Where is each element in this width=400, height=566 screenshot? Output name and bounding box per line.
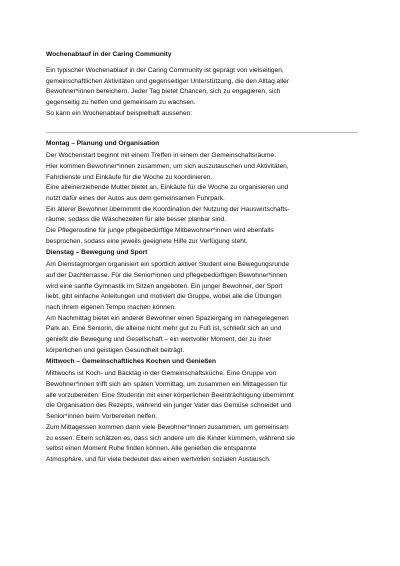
- body-line: Zum Mittagessen kommen dann viele Bewohner*innen zusammen, um gemeinsam: [46, 423, 289, 431]
- intro-line: So kann ein Wochenablauf beispielhaft aussehen:: [46, 109, 193, 117]
- body-line: Ein älterer Bewohner übernimmt die Koordination der Nutzung der Hauswirtschafts-: [46, 205, 290, 213]
- body-line: Mittwochs ist Koch- und Backtag in der Gemeinschaftsküche. Eine Gruppe von: [46, 370, 277, 378]
- intro-line: Bewohner*innen bereichern. Jeder Tag bietet Chancen, sich zu engagieren, sich: [46, 88, 281, 96]
- body-line: körperlichen und geistigen Gesundheit beiträgt.: [46, 346, 185, 354]
- intro-line: gemeinschaftlichen Aktivitäten und gegenseitiger Unterstützung, die den Alltag aller: [46, 77, 290, 85]
- section-heading-wednesday: Mittwoch – Gemeinschaftliches Kochen und Genießen: [46, 357, 217, 365]
- intro-line: gegenseitig zu helfen und gemeinsam zu wachsen.: [46, 99, 196, 107]
- section-divider: [46, 132, 358, 133]
- body-line: Am Nachmittag bietet ein anderer Bewohner einen Spaziergang im nahegelegenen: [46, 314, 289, 322]
- body-line: nutzt dafür eines der Autos aus dem gemeinsamen Fuhrpark.: [46, 195, 225, 203]
- body-line: auf der Dachterrasse. Für die Senior*innen und pflegebedürftigen Bewohner*innen: [46, 271, 288, 279]
- body-line: Park an. Eine Seniorin, die alleine nicht mehr gut zu Fuß ist, schließt sich an und: [46, 325, 282, 333]
- body-line: Atmosphäre, und für viele bedeutet das einen wertvollen sozialen Austausch.: [46, 455, 271, 463]
- body-line: Der Wochenstart beginnt mit einem Treffen in einem der Gemeinschaftsräume.: [46, 152, 276, 160]
- body-line: Am Dienstagmorgen organisiert ein sportlich aktiver Student eine Bewegungsrunde: [46, 261, 290, 269]
- section-tuesday: [46, 248, 358, 357]
- document-page: [46, 50, 358, 466]
- body-line: besprochen, sodass eine jeweils geeignete Hilfe zur Verfügung steht.: [46, 237, 248, 245]
- intro-line: Ein typischer Wochenablauf in der Caring Community ist geprägt von vielseitigen,: [46, 67, 284, 74]
- section-wednesday: [46, 357, 358, 466]
- body-line: räume, sodass die Wäschezeiten für alle besser planbar sind.: [46, 216, 226, 224]
- section-monday: [46, 139, 358, 248]
- section-heading-tuesday: Dienstag – Bewegung und Sport: [46, 248, 148, 256]
- body-line: liebt, gibt einfache Anleitungen und motiviert die Gruppe, wobei alle die Übungen: [46, 293, 282, 301]
- body-line: selbst einen Moment Ruhe finden können. Alle genießen die entspannte: [46, 445, 257, 453]
- body-line: genießt die Bewegung und Gesellschaft – ein wertvoller Moment, der zu ihrer: [46, 336, 272, 344]
- body-line: Hier kommen Bewohner*innen zusammen, um sich auszutauschen und Aktivitäten,: [46, 162, 289, 170]
- body-line: Bewohner*innen trifft sich am späten Vormittag, um zusammen ein Mittagessen für: [46, 380, 288, 388]
- body-line: alle vorzubereiten. Eine Studentin mit einer körperlichen Beeinträchtigung übernimmt: [46, 391, 294, 399]
- body-line: nach ihrem eigenen Tempo machen können.: [46, 304, 177, 312]
- body-line: wird eine sanfte Gymnastik im Sitzen angeboten. Ein junger Bewohner, der Sport: [46, 282, 283, 290]
- body-line: zu essen. Eltern schätzen es, dass sich andere um die Kinder kümmern, während sie: [46, 434, 295, 442]
- body-line: Eine alleinerziehende Mutter bietet an, Einkäufe für die Woche zu organisieren und: [46, 184, 289, 192]
- document-title: Wochenablauf in der Caring Community: [46, 51, 172, 58]
- body-line: Fahrdienste und Einkäufe für die Woche zu koordinieren.: [46, 173, 213, 181]
- body-line: die Organisation des Rezepts, während ein junger Vater das Gemüse schneidet und: [46, 402, 292, 410]
- body-line: Die Pflegeroutine für junge pflegebedürftige Mitbewohner*innen wird ebenfalls: [46, 227, 274, 235]
- section-heading-monday: Montag – Planung und Organisation: [46, 139, 160, 147]
- body-line: Senior*innen beim Vorbereiten helfen.: [46, 413, 158, 421]
- intro-paragraph: [46, 66, 358, 120]
